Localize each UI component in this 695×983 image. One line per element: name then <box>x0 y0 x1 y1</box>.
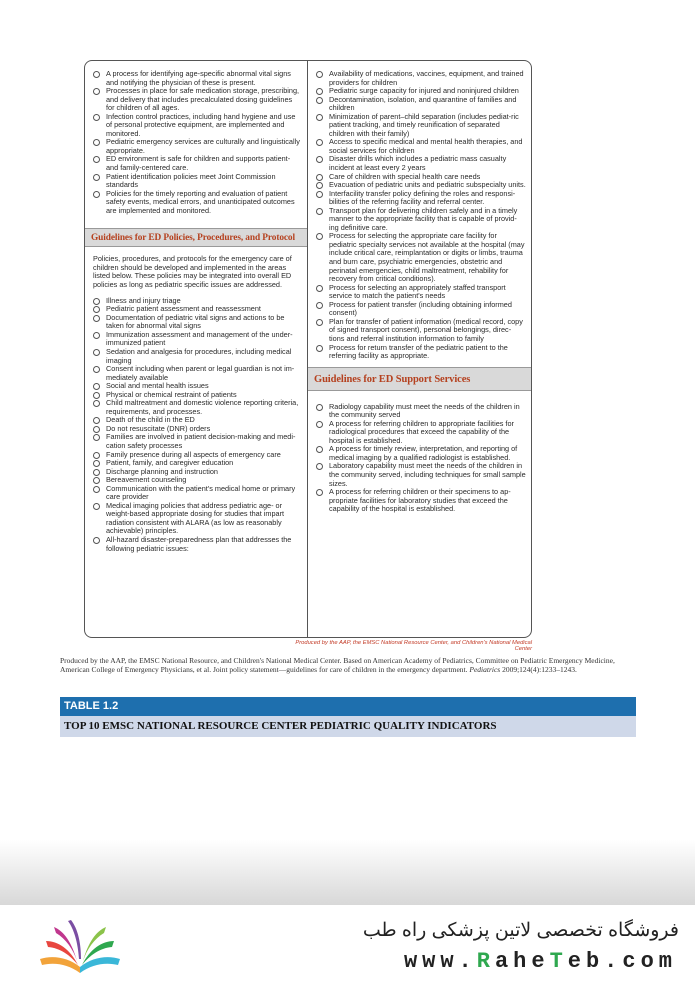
checklist-item-text: Laboratory capability must meet the needs of the children in the community served, including techniques for small sample sizes. <box>329 461 526 488</box>
circle-bullet-icon <box>93 366 100 373</box>
website-highlight-2: T <box>549 949 568 974</box>
circle-bullet-icon <box>93 469 100 476</box>
checklist-item <box>93 87 302 113</box>
circle-bullet-icon <box>316 463 323 470</box>
circle-bullet-icon <box>93 417 100 424</box>
checklist-item-text: Decontamination, isolation, and quarantine of families and children <box>329 94 517 113</box>
checklist-item-text: Minimization of parent–child separation (includes pediat-ric patient tracking, and timely reunification of separated children with their family) <box>329 111 519 138</box>
checklist-item <box>93 502 302 536</box>
checklist-item <box>93 365 302 382</box>
checklist-item-text: Process for selecting the appropriate care facility for pediatric specialty services not available at the hospital (may include critical care, reimplantation or digits or limbs, trauma and burn care, psychiatric emergencies, obstetric and perinatal emergencies, child maltreatment, rehability for recovery from critical conditions). <box>329 231 525 284</box>
checklist-item <box>93 138 302 155</box>
circle-bullet-icon <box>316 446 323 453</box>
circle-bullet-icon <box>93 486 100 493</box>
checklist-item-text: Physical or chemical restraint of patients <box>106 389 237 399</box>
checklist-item-text: Pediatric patient assessment and reassessment <box>106 304 261 314</box>
table-title: TOP 10 EMSC NATIONAL RESOURCE CENTER PEDIATRIC QUALITY INDICATORS <box>60 716 636 737</box>
checklist-item <box>316 445 526 462</box>
checklist-item-text: Interfacility transfer policy defining the roles and responsi-bilities of the referring facility and referral center. <box>329 188 516 207</box>
checklist-item-text: Care of children with special health care needs <box>329 171 481 181</box>
checklist-item-text: Process for return transfer of the pediatric patient to the referring facility as appropriate. <box>329 342 508 361</box>
checklist-item <box>316 344 526 361</box>
card-left-column <box>85 61 308 637</box>
checklist-item-text: ED environment is safe for children and supports patient- and family-centered care. <box>106 154 291 173</box>
checklist-item-text: Medical imaging policies that address pediatric age- or weight-based appropriate dosing for studies that impart radiation consistent with ALARA (as low as reasonably achievable) principles. <box>106 500 285 536</box>
checklist-item-text: Radiology capability must meet the needs of the children in the community served <box>329 401 520 420</box>
circle-bullet-icon <box>93 306 100 313</box>
checklist-item-text: Documentation of pediatric vital signs and actions to be taken for abnormal vital signs <box>106 312 285 331</box>
circle-bullet-icon <box>316 71 323 78</box>
support-heading: Guidelines for ED Support Services <box>308 367 531 391</box>
circle-bullet-icon <box>316 182 323 189</box>
circle-bullet-icon <box>93 452 100 459</box>
checklist-item-text: Pediatric emergency services are culturally and linguistically appropriate. <box>106 137 300 155</box>
policies-intro: Policies, procedures, and protocols for the emergency care of children should be developed and implemented in the areas listed below. These policies may be integrated into overall ED policies as long as pediatric specific issues are addressed. <box>93 254 292 290</box>
checklist-item-text: Bereavement counseling <box>106 475 187 485</box>
circle-bullet-icon <box>316 233 323 240</box>
checklist-item-text: Infection control practices, including hand hygiene and use of personal protective equipment, are implemented and monitored. <box>106 111 296 138</box>
circle-bullet-icon <box>316 88 323 95</box>
circle-bullet-icon <box>316 174 323 181</box>
source-note-main: Produced by the AAP, the EMSC National Resource, and Children's National Medical Center. Based on American Academy of Pediatrics, Committee on Pediatric Emergency Medicine, American College of Emergency Physicians, et al. Joint policy statement—guidelines for care of children in the emergency department. <box>60 656 615 674</box>
checklist-item <box>316 113 526 139</box>
checklist-item <box>316 420 526 446</box>
checklist-item-text: Social and mental health issues <box>106 381 209 391</box>
support-list <box>308 391 531 514</box>
circle-bullet-icon <box>93 139 100 146</box>
circle-bullet-icon <box>93 114 100 121</box>
checklist-item <box>93 173 302 190</box>
checklist-item <box>316 462 526 488</box>
checklist-item <box>316 318 526 344</box>
checklist-item-text: Child maltreatment and domestic violence reporting criteria, requirements, and processes. <box>106 398 299 416</box>
checklist-item <box>93 348 302 365</box>
checklist-item <box>93 314 302 331</box>
checklist-item <box>316 301 526 318</box>
checklist-item <box>316 284 526 301</box>
checklist-item-text: Patient identification policies meet Joint Commission standards <box>106 171 276 190</box>
circle-bullet-icon <box>316 319 323 326</box>
checklist-item <box>316 70 526 87</box>
circle-bullet-icon <box>93 298 100 305</box>
circle-bullet-icon <box>93 71 100 78</box>
circle-bullet-icon <box>93 503 100 510</box>
checklist-item-text: Do not resuscitate (DNR) orders <box>106 423 211 433</box>
checklist-item <box>316 488 526 514</box>
checklist-item <box>93 433 302 450</box>
checklist-item-text: Access to specific medical and mental health therapies, and social services for children <box>329 137 523 155</box>
checklist-item-text: Process for patient transfer (including obtaining informed consent) <box>329 299 512 318</box>
checklist-item-text: A process for identifying age-specific abnormal vital signs and notifying the physician of these is present. <box>106 69 291 87</box>
checklist-item-text: Evacuation of pediatric units and pediatric subspecialty units. <box>329 180 526 190</box>
checklist-item <box>93 331 302 348</box>
guidelines-card <box>84 60 532 638</box>
source-note-journal: Pediatrics <box>469 665 501 674</box>
circle-bullet-icon <box>93 88 100 95</box>
open-book-logo-icon <box>36 917 124 975</box>
circle-bullet-icon <box>316 97 323 104</box>
circle-bullet-icon <box>93 400 100 407</box>
checklist-item-text: Sedation and analgesia for procedures, including medical imaging <box>106 346 292 365</box>
circle-bullet-icon <box>93 434 100 441</box>
checklist-item <box>316 96 526 113</box>
source-note <box>60 656 636 674</box>
circle-bullet-icon <box>316 156 323 163</box>
checklist-item <box>316 138 526 155</box>
left-top-list <box>85 61 307 215</box>
checklist-item <box>316 403 526 420</box>
circle-bullet-icon <box>93 477 100 484</box>
checklist-item-text: Illness and injury triage <box>106 295 181 305</box>
circle-bullet-icon <box>316 208 323 215</box>
circle-bullet-icon <box>93 156 100 163</box>
circle-bullet-icon <box>316 489 323 496</box>
store-website[interactable] <box>404 949 677 974</box>
circle-bullet-icon <box>316 139 323 146</box>
circle-bullet-icon <box>93 349 100 356</box>
right-top-list <box>308 61 531 361</box>
website-highlight: R <box>476 949 495 974</box>
checklist-item-text: Transport plan for delivering children safely and in a timely manner to the appropriate facility that is capable of provid-ing definitive care. <box>329 205 518 232</box>
checklist-item-text: Pediatric surge capacity for injured and noninjured children <box>329 86 519 96</box>
circle-bullet-icon <box>93 460 100 467</box>
checklist-item <box>316 207 526 233</box>
circle-bullet-icon <box>93 392 100 399</box>
footer-banner <box>0 905 695 983</box>
checklist-item-text: Disaster drills which includes a pediatric mass casualty incident at least every 2 years <box>329 154 507 173</box>
checklist-item-text: A process for timely review, interpretation, and reporting of medical imaging by a qualified radiologist is established. <box>329 444 518 462</box>
source-note-citation: 2009;124(4):1233–1243. <box>502 665 577 674</box>
checklist-item-text: Process for selecting an appropriately staffed transport service to match the patient's needs <box>329 282 506 301</box>
store-name: فروشگاه تخصصی لاتین پزشکی راه طب <box>362 920 679 941</box>
website-suffix: eb.com <box>567 949 677 974</box>
checklist-item-text: Communication with the patient's medical home or primary care provider <box>106 483 296 502</box>
table-number: TABLE 1.2 <box>60 697 636 716</box>
policies-heading: Guidelines for ED Policies, Procedures, and Protocol <box>85 228 307 247</box>
checklist-item <box>93 70 302 87</box>
page-fade <box>0 840 695 905</box>
checklist-item <box>316 155 526 172</box>
circle-bullet-icon <box>316 302 323 309</box>
website-prefix: www. <box>403 949 477 974</box>
circle-bullet-icon <box>93 426 100 433</box>
checklist-item-text: Death of the child in the ED <box>106 415 195 425</box>
circle-bullet-icon <box>93 383 100 390</box>
circle-bullet-icon <box>93 537 100 544</box>
circle-bullet-icon <box>93 315 100 322</box>
checklist-item-text: Immunization assessment and management of the under-immunized patient <box>106 329 293 348</box>
circle-bullet-icon <box>316 114 323 121</box>
checklist-item-text: Consent including when parent or legal guardian is not im-mediately available <box>106 364 295 382</box>
checklist-item-text: Family presence during all aspects of emergency care <box>106 449 281 459</box>
checklist-item-text: Patient, family, and caregiver education <box>106 458 234 468</box>
credit-caption: Produced by the AAP, the EMSC National Resource Center, and Children's National Medical Center <box>295 640 532 652</box>
circle-bullet-icon <box>93 191 100 198</box>
checklist-item <box>316 190 526 207</box>
checklist-item-text: Processes in place for safe medication storage, prescribing, and delivery that includes precalculated dosing guidelines for children of all ages. <box>106 86 300 113</box>
checklist-item-text: Plan for transfer of patient information (medical record, copy of signed transport consent), personal belongings, direc-tions and referral institution information to family <box>329 316 523 343</box>
policies-list <box>85 297 307 553</box>
circle-bullet-icon <box>316 421 323 428</box>
circle-bullet-icon <box>93 332 100 339</box>
checklist-item-text: Families are involved in patient decision-making and medi-cation safety processes <box>106 432 296 450</box>
checklist-item-text: Policies for the timely reporting and evaluation of patient safety events, medical errors, and unanticipated outcomes are implemented and monitored. <box>106 188 295 215</box>
circle-bullet-icon <box>93 174 100 181</box>
checklist-item <box>93 155 302 172</box>
checklist-item-text: Discharge planning and instruction <box>106 466 218 476</box>
checklist-item-text: A process for referring children to appropriate facilities for radiological procedures that exceed the capability of the hospital is established. <box>329 418 514 445</box>
circle-bullet-icon <box>316 191 323 198</box>
circle-bullet-icon <box>316 404 323 411</box>
checklist-item <box>93 536 302 553</box>
website-middle: ahe <box>494 949 550 974</box>
checklist-item <box>93 190 302 216</box>
checklist-item <box>93 399 302 416</box>
circle-bullet-icon <box>316 285 323 292</box>
circle-bullet-icon <box>316 345 323 352</box>
checklist-item <box>93 485 302 502</box>
card-right-column <box>308 61 531 637</box>
checklist-item-text: A process for referring children or their specimens to ap-propriate facilities for laboratory studies that exceed the capability of the hospital is established. <box>329 487 511 514</box>
checklist-item <box>316 232 526 283</box>
checklist-item-text: All-hazard disaster-preparedness plan that addresses the following pediatric issues: <box>106 534 292 553</box>
checklist-item <box>93 113 302 139</box>
checklist-item-text: Availability of medications, vaccines, equipment, and trained providers for children <box>329 69 524 87</box>
